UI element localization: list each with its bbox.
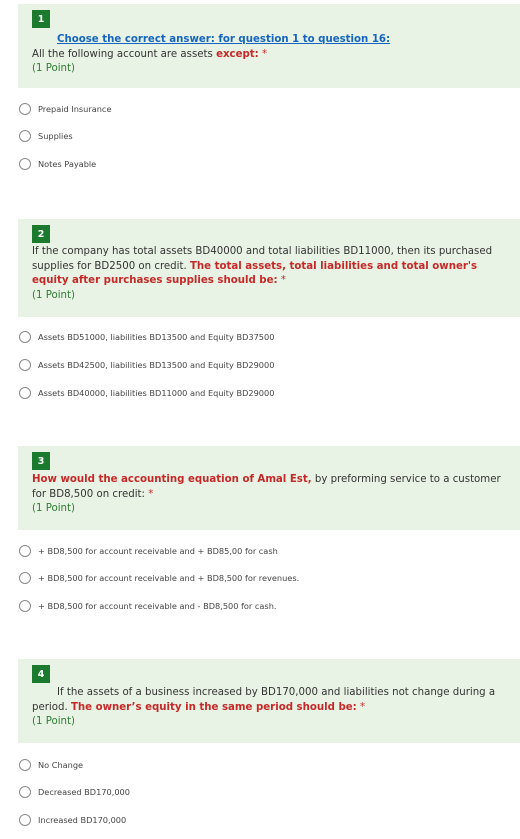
radio-button[interactable] bbox=[19, 545, 31, 557]
option-label: + BD8,500 for account receivable and - BD8,500 for cash. bbox=[38, 601, 277, 611]
required-marker: * bbox=[277, 275, 286, 286]
option-label: Notes Payable bbox=[38, 159, 97, 169]
radio-button[interactable] bbox=[19, 572, 31, 584]
option-supplies[interactable] bbox=[19, 129, 73, 143]
required-marker: * bbox=[356, 701, 366, 713]
question-2-text bbox=[32, 245, 508, 303]
question-1-header bbox=[18, 4, 520, 88]
radio-button[interactable] bbox=[19, 130, 31, 142]
option-label: Prepaid Insurance bbox=[38, 104, 112, 114]
option-label: Assets BD40000, liabilities BD11000 and Equity BD29000 bbox=[38, 388, 275, 398]
question-points: (1 Point) bbox=[32, 716, 75, 727]
radio-button[interactable] bbox=[19, 103, 31, 115]
radio-button[interactable] bbox=[19, 158, 31, 170]
question-points: (1 Point) bbox=[32, 63, 75, 74]
question-number-badge: 4 bbox=[32, 665, 50, 683]
option-notes-payable[interactable] bbox=[19, 157, 96, 171]
question-2-header bbox=[18, 219, 520, 317]
radio-button[interactable] bbox=[19, 814, 31, 826]
option-2c[interactable] bbox=[19, 386, 274, 400]
question-text: If the assets of a business increased by BD170,000 and liabilities not change during a period. bbox=[32, 687, 496, 713]
option-label: Assets BD42500, liabilities BD13500 and Equity BD29000 bbox=[38, 360, 275, 370]
section-instruction-link[interactable]: Choose the correct answer: for question 1 to question 16: bbox=[57, 34, 391, 45]
question-number-badge: 1 bbox=[32, 10, 50, 28]
option-label: Increased BD170,000 bbox=[38, 815, 127, 825]
option-2b[interactable] bbox=[19, 358, 274, 372]
option-label: + BD8,500 for account receivable and + BD85,00 for cash bbox=[38, 546, 278, 556]
question-emphasis: The owner’s equity in the same period should be: bbox=[70, 701, 357, 713]
option-label: Decreased BD170,000 bbox=[38, 787, 130, 797]
question-emphasis: except: bbox=[216, 48, 259, 60]
question-number-badge: 3 bbox=[32, 452, 50, 470]
option-prepaid-insurance[interactable] bbox=[19, 102, 111, 116]
option-3c[interactable] bbox=[19, 599, 276, 613]
option-label: Supplies bbox=[38, 131, 73, 141]
radio-button[interactable] bbox=[19, 331, 31, 343]
option-increased[interactable] bbox=[19, 813, 126, 827]
question-number-badge: 2 bbox=[32, 225, 50, 243]
question-points: (1 Point) bbox=[32, 503, 75, 514]
question-text: If the company has total assets BD40000 and total liabilities BD11000, then its purchased supplies for BD2500 on credit. bbox=[32, 246, 493, 272]
radio-button[interactable] bbox=[19, 759, 31, 771]
question-points: (1 Point) bbox=[32, 289, 75, 301]
question-text: by preforming service to a customer for BD8,500 on credit: bbox=[32, 474, 501, 500]
option-decreased[interactable] bbox=[19, 785, 130, 799]
question-text: All the following account are assets bbox=[32, 48, 217, 60]
option-label: No Change bbox=[38, 760, 84, 770]
question-4-header bbox=[18, 659, 520, 743]
radio-button[interactable] bbox=[19, 786, 31, 798]
question-emphasis: How would the accounting equation of Amal Est, bbox=[32, 474, 312, 485]
question-emphasis: The total assets, total liabilities and total owner's equity after purchases supplies should be: bbox=[32, 260, 478, 286]
question-1-text bbox=[32, 33, 508, 77]
radio-button[interactable] bbox=[19, 359, 31, 371]
option-3b[interactable] bbox=[19, 571, 299, 585]
option-label: + BD8,500 for account receivable and + BD8,500 for revenues. bbox=[38, 573, 300, 583]
required-marker: * bbox=[144, 488, 154, 500]
radio-button[interactable] bbox=[19, 600, 31, 612]
option-no-change[interactable] bbox=[19, 758, 83, 772]
option-3a[interactable] bbox=[19, 544, 278, 558]
question-4-text bbox=[32, 686, 508, 730]
radio-button[interactable] bbox=[19, 387, 31, 399]
required-marker: * bbox=[258, 48, 268, 60]
option-label: Assets BD51000, liabilities BD13500 and Equity BD37500 bbox=[38, 332, 275, 342]
question-3-text bbox=[32, 473, 508, 517]
option-2a[interactable] bbox=[19, 330, 274, 344]
question-3-header bbox=[18, 446, 520, 530]
